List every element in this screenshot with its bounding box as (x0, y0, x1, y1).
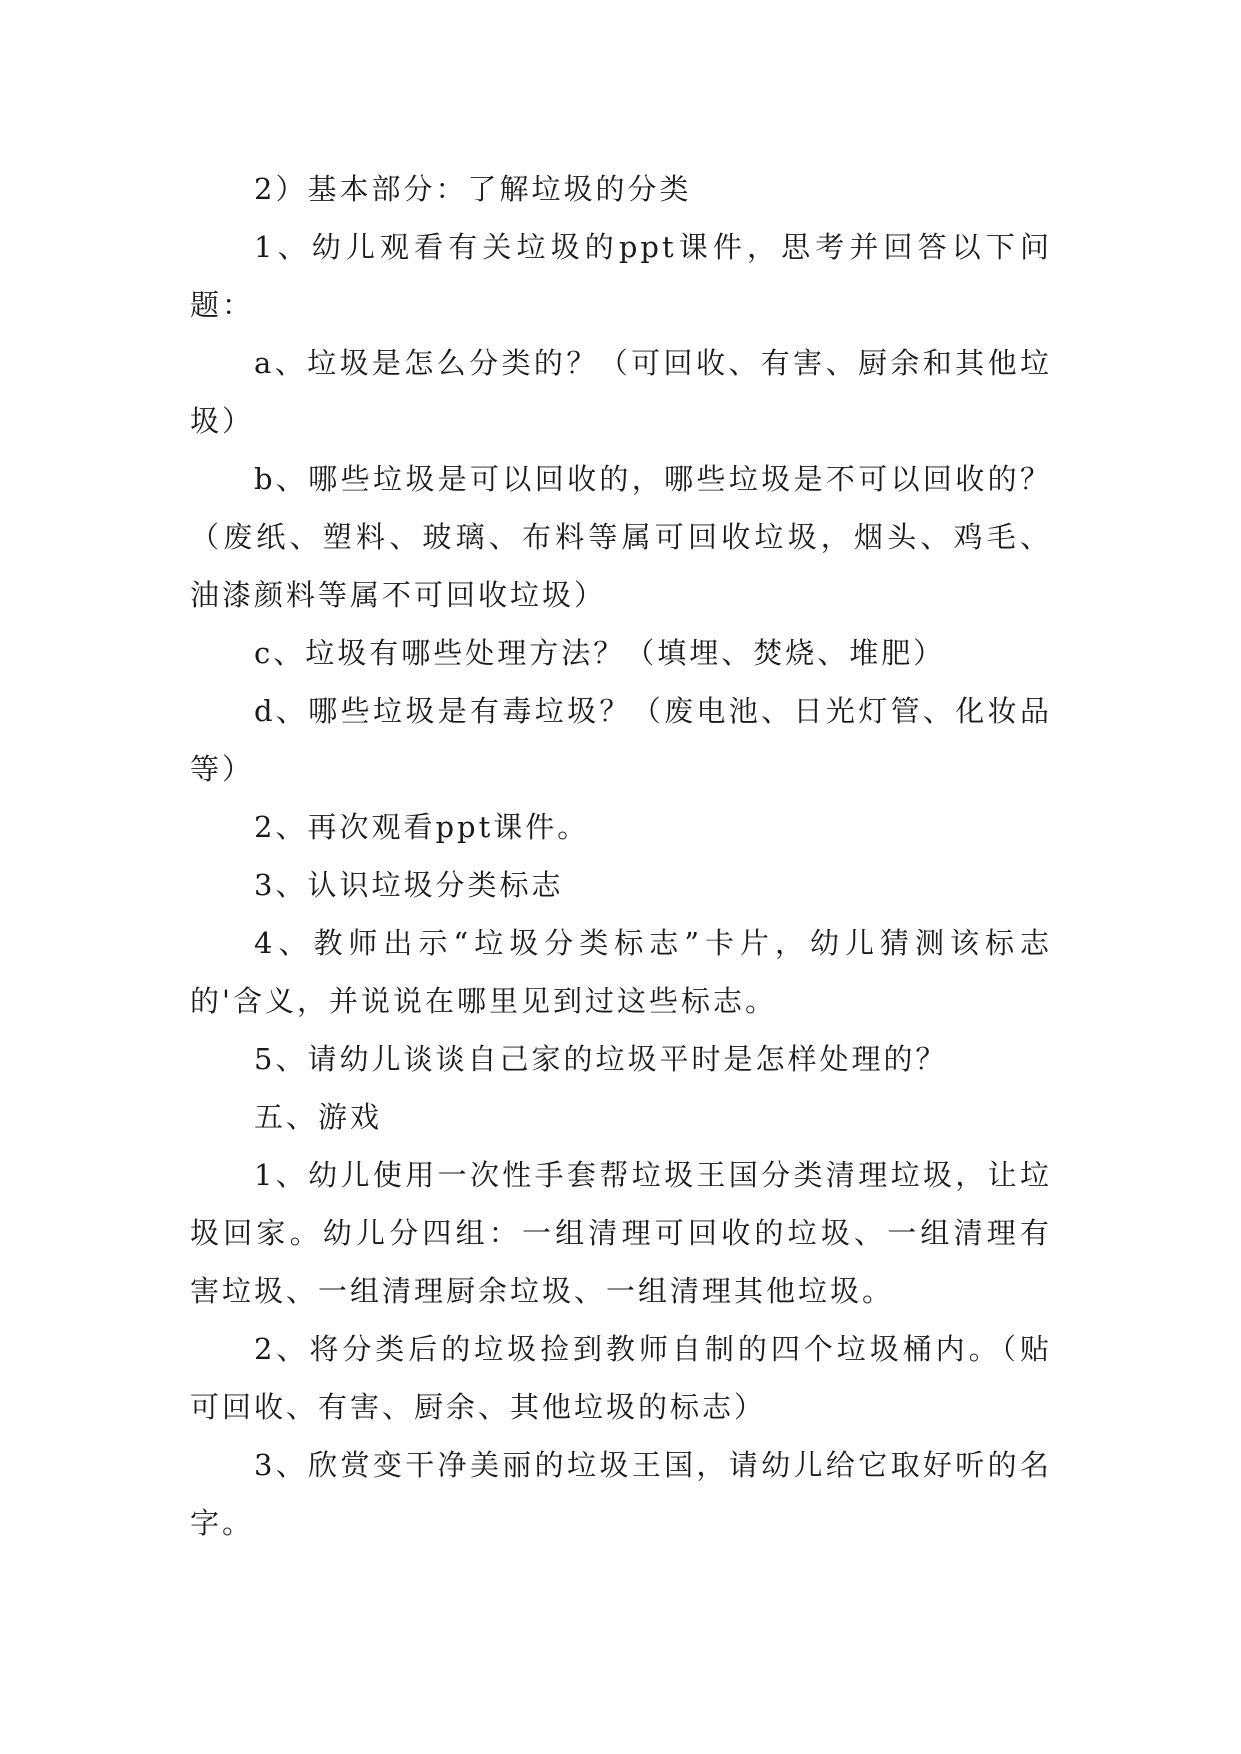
paragraph-game-1: 1、幼儿使用一次性手套帮垃圾王国分类清理垃圾，让垃圾回家。幼儿分四组：一组清理可回收的垃圾、一组清理有害垃圾、一组清理厨余垃圾、一组清理其他垃圾。 (190, 1158, 1052, 1308)
paragraph-item-d: d、哪些垃圾是有毒垃圾？（废电池、日光灯管、化妆品等） (190, 694, 1052, 786)
document-body (190, 160, 1052, 1552)
paragraph-section-game: 五、游戏 (254, 1100, 383, 1134)
paragraph-item-3: 3、认识垃圾分类标志 (254, 868, 564, 902)
paragraph-item-a: a、垃圾是怎么分类的？（可回收、有害、厨余和其他垃圾） (190, 346, 1052, 438)
paragraph-item-c: c、垃圾有哪些处理方法？（填埋、焚烧、堆肥） (254, 636, 946, 670)
paragraph-game-2: 2、将分类后的垃圾捡到教师自制的四个垃圾桶内。（贴可回收、有害、厨余、其他垃圾的标志） (190, 1332, 1052, 1424)
paragraph-item-4: 4、教师出示“垃圾分类标志”卡片，幼儿猜测该标志的'含义，并说说在哪里见到过这些标志。 (190, 926, 1052, 1018)
paragraph-game-3: 3、欣赏变干净美丽的垃圾王国，请幼儿给它取好听的名字。 (190, 1448, 1052, 1540)
paragraph-item-2: 2、再次观看ppt课件。 (254, 810, 590, 844)
paragraph-item-1: 1、幼儿观看有关垃圾的ppt课件，思考并回答以下问题： (190, 230, 1052, 322)
paragraph-item-5: 5、请幼儿谈谈自己家的垃圾平时是怎样处理的？ (254, 1042, 948, 1076)
paragraph-item-b: b、哪些垃圾是可以回收的，哪些垃圾是不可以回收的？（废纸、塑料、玻璃、布料等属可回收垃圾，烟头、鸡毛、油漆颜料等属不可回收垃圾） (190, 462, 1052, 612)
paragraph-section-basic: 2）基本部分：了解垃圾的分类 (254, 172, 692, 206)
